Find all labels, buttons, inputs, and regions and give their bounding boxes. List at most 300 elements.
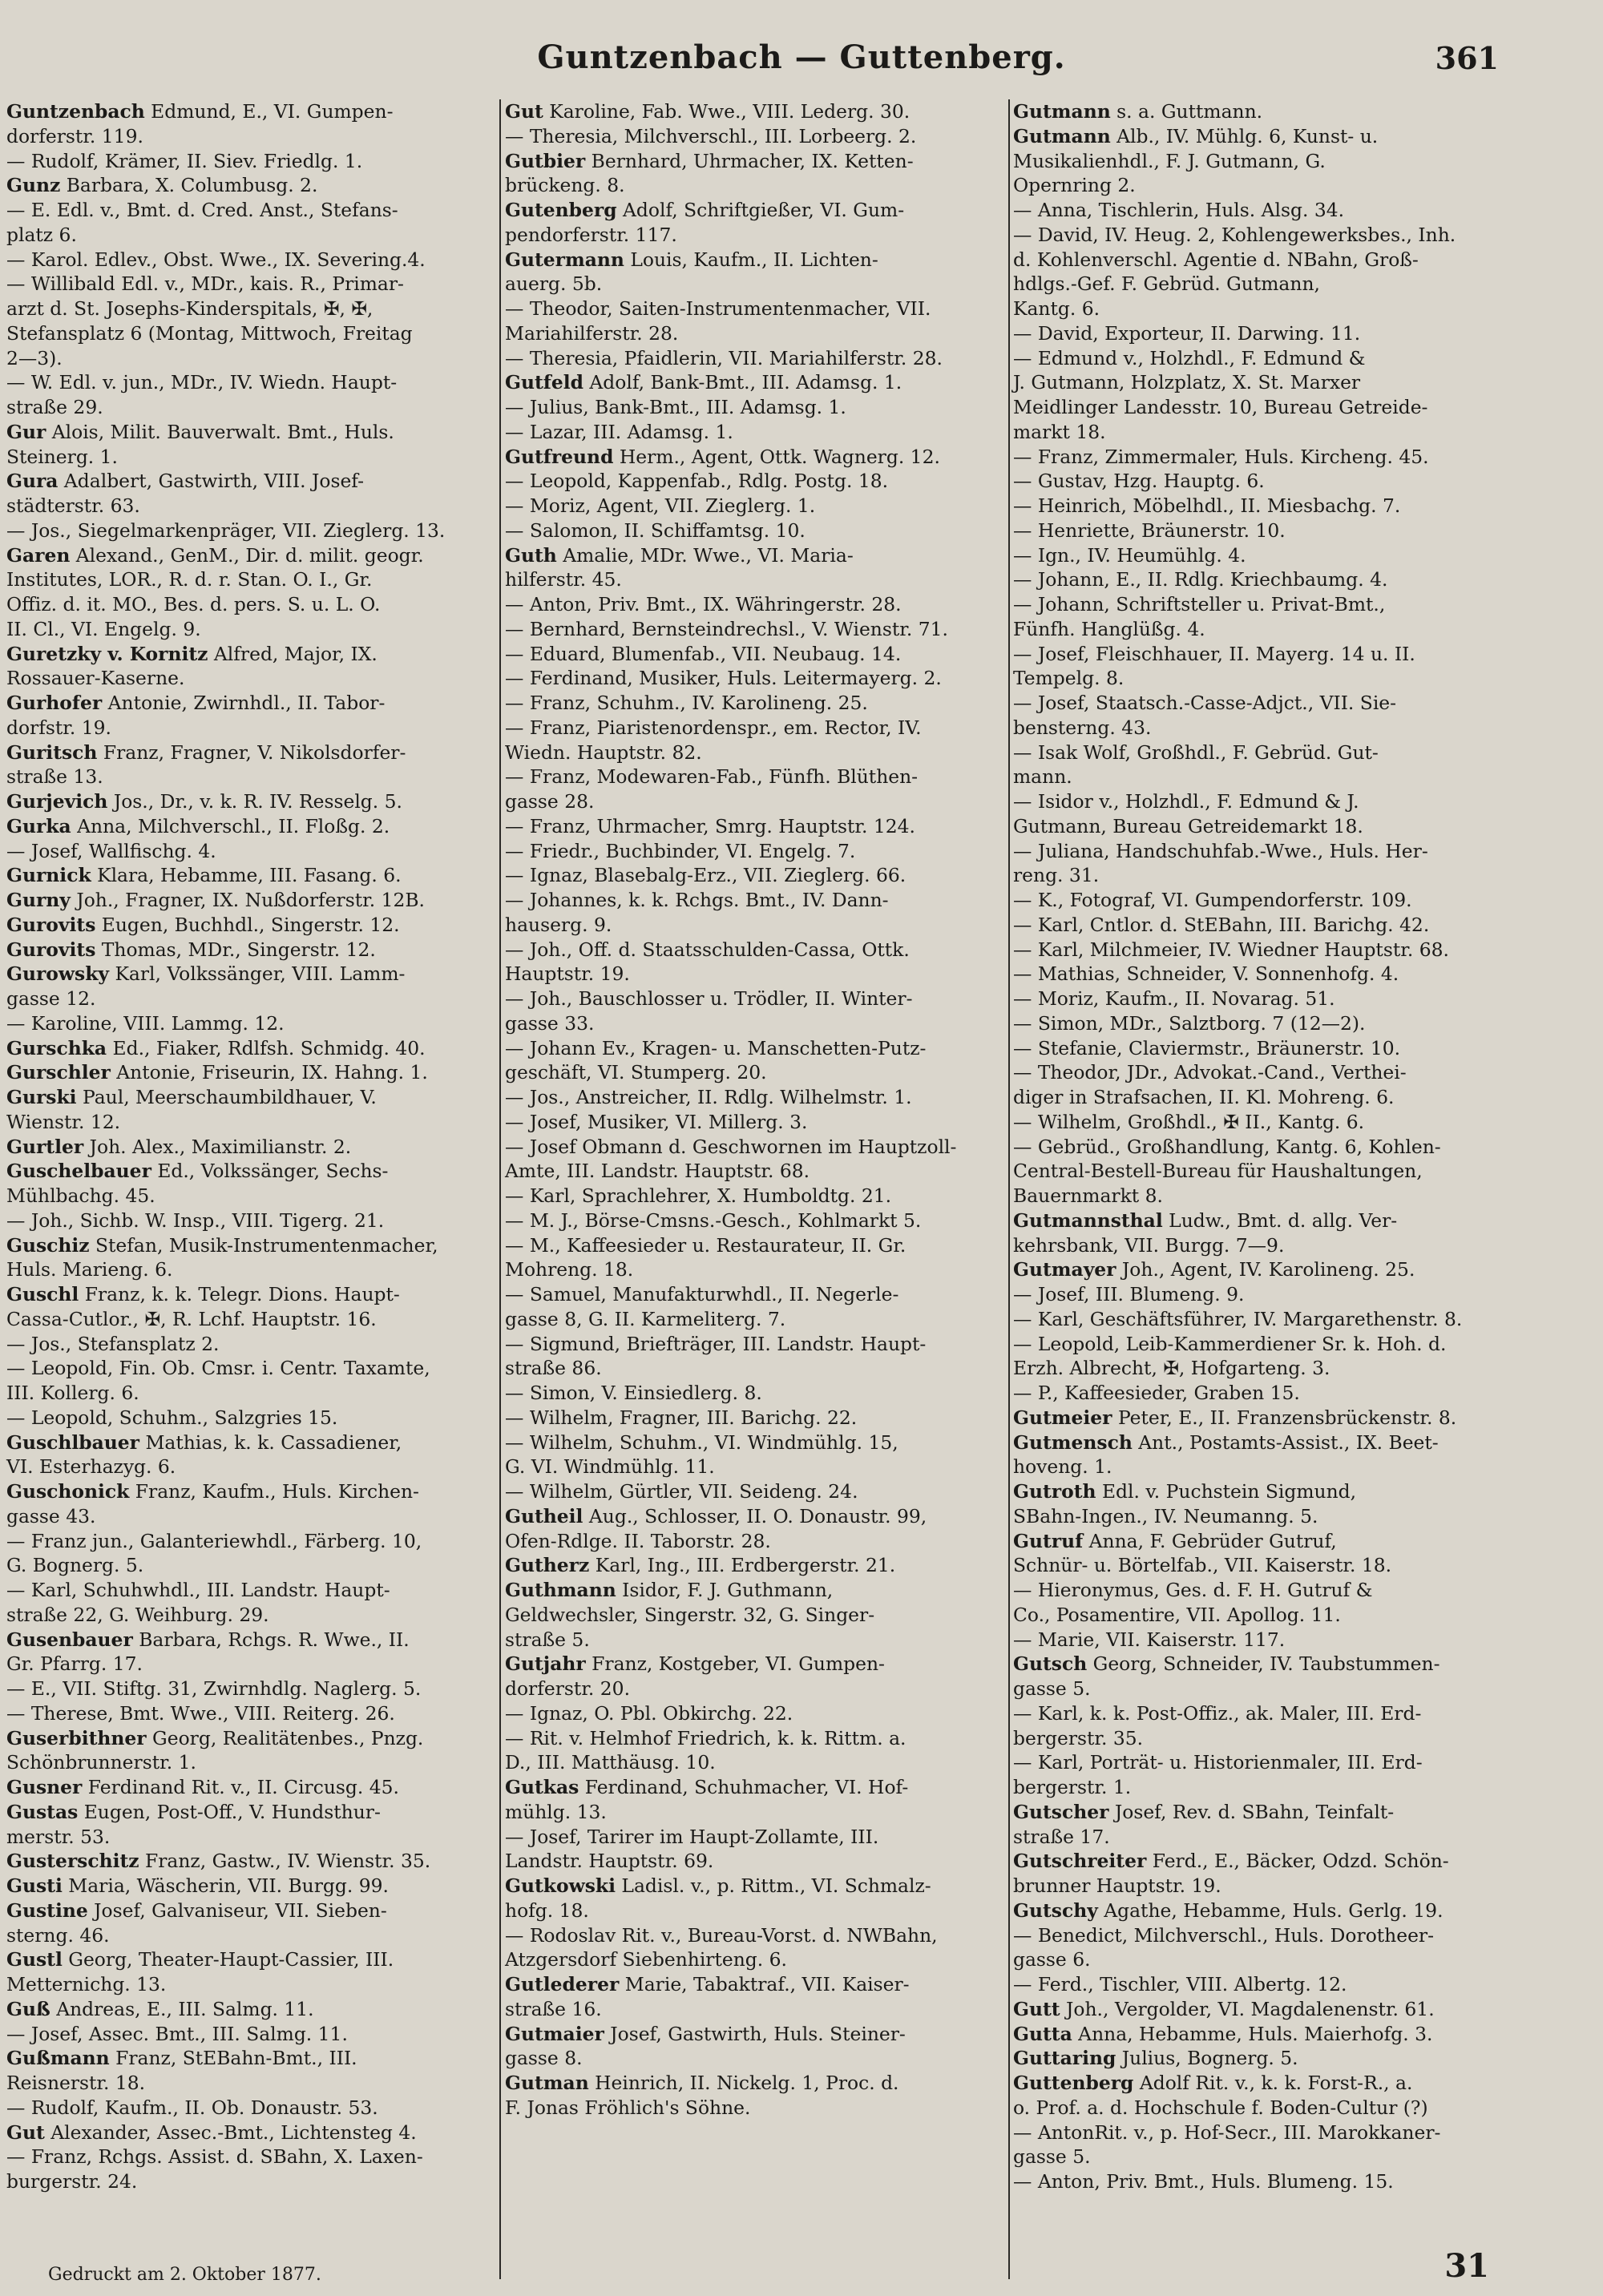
directory-line [6,346,497,371]
directory-line [505,198,1006,223]
entry-text: Antonie, Friseurin, IX. Hahng. 1. [110,1061,428,1084]
entry-text: — Josef, Musiker, VI. Millerg. 3. [505,1110,808,1133]
entry-text: brückeng. 8. [505,174,625,197]
entry-text: Mathias, k. k. Cassadiener, [139,1430,402,1454]
directory-line [1013,149,1504,174]
entry-surname: Gutman [505,2072,589,2094]
directory-line [505,592,1006,617]
entry-surname: Gusti [6,1874,63,1897]
directory-line [505,863,1006,888]
directory-line [1013,420,1504,445]
entry-text: s. a. Guttmann. [1110,100,1263,123]
directory-line [6,1603,497,1628]
directory-line [6,1800,497,1825]
entry-text: hauserg. 9. [505,913,612,936]
entry-text: Adalbert, Gastwirth, VIII. Josef- [58,470,365,493]
entry-text: Georg, Schneider, IV. Taubstummen- [1087,1652,1440,1676]
directory-line [6,1701,497,1726]
directory-line [1013,321,1504,346]
directory-line [505,765,1006,789]
entry-text: — Bernhard, Bernsteindrechsl., V. Wienstr. 71. [505,617,948,640]
directory-line [1013,370,1504,395]
entry-text: — Franz, Schuhm., IV. Karolineng. 25. [505,692,868,714]
directory-line [1013,765,1504,789]
directory-line [505,248,1006,272]
entry-surname: Gutscher [1013,1800,1109,1823]
entry-text: — M., Kaffeesieder u. Restaurateur, II. Gr. [505,1233,906,1257]
entry-text: — Anton, Priv. Bmt., IX. Währingerstr. 28. [505,593,902,615]
entry-text: — Salomon, II. Schiffamtsg. 10. [505,519,806,542]
entry-surname: Gutt [1013,1997,1060,2020]
directory-line [1013,124,1504,149]
directory-line [505,445,1006,470]
directory-line [1013,1356,1504,1381]
directory-line [505,814,1006,839]
directory-line [505,1800,1006,1825]
entry-text: G. VI. Windmühlg. 11. [505,1455,715,1479]
entry-text: straße 5. [505,1628,590,1651]
entry-surname: Gutschy [1013,1899,1098,1922]
entry-text: — David, Exporteur, II. Darwing. 11. [1013,321,1361,345]
directory-line [1013,1849,1504,1874]
directory-line [505,1578,1006,1603]
entry-surname: Gut [6,2120,45,2144]
directory-line [6,888,497,913]
directory-line [505,962,1006,987]
entry-text: — Karoline, VIII. Lammg. 12. [6,1011,285,1035]
entry-text: Tempelg. 8. [1013,667,1125,690]
entry-text: Edl. v. Puchstein Sigmund, [1096,1480,1357,1503]
directory-line [1013,2071,1504,2096]
directory-line [6,370,497,395]
directory-line [505,1036,1006,1061]
entry-text: gasse 5. [1013,2145,1091,2169]
directory-line [6,617,497,642]
directory-line [6,1923,497,1948]
entry-text: Maria, Wäscherin, VII. Burgg. 99. [62,1874,389,1897]
directory-line [505,1159,1006,1184]
directory-line [1013,1135,1504,1160]
entry-text: Eugen, Buchhdl., Singerstr. 12. [95,913,400,936]
directory-line [505,1775,1006,1800]
entry-text: — M. J., Börse-Cmsns.-Gesch., Kohlmarkt 5. [505,1209,922,1232]
directory-line [6,1775,497,1800]
directory-line [1013,2169,1504,2194]
entry-text: — Edmund v., Holzhdl., F. Edmund & [1013,346,1366,369]
directory-line [505,1504,1006,1529]
entry-text: Adolf, Bank-Bmt., III. Adamsg. 1. [583,371,902,394]
directory-line [505,1406,1006,1430]
entry-text: gasse 43. [6,1504,96,1527]
directory-line [1013,1406,1504,1430]
entry-text: — Stefanie, Claviermstr., Bräunerstr. 10. [1013,1036,1401,1059]
entry-text: Wiedn. Hauptstr. 82. [505,740,702,764]
entry-text: merstr. 53. [6,1825,111,1848]
directory-line [505,321,1006,346]
entry-text: gasse 28. [505,790,595,813]
directory-line [505,1110,1006,1135]
entry-surname: Gut [505,100,543,123]
entry-text: mann. [1013,765,1072,789]
directory-line [1013,2046,1504,2071]
directory-line [1013,716,1504,740]
entry-text: — K., Fotograf, VI. Gumpendorferstr. 109. [1013,889,1412,911]
column-divider [499,99,501,2279]
entry-text: Josef, Galvaniseur, VII. Sieben- [87,1899,387,1922]
entry-text: Hauptstr. 19. [505,962,630,986]
entry-text: Schönbrunnerstr. 1. [6,1751,196,1774]
directory-line [1013,2096,1504,2120]
entry-text: Mariahilferstr. 28. [505,321,679,345]
page-number: 361 [1435,40,1499,76]
entry-surname: Gutmann [1013,100,1111,123]
entry-text: — Leopold, Fin. Ob. Cmsr. i. Centr. Taxamte, [6,1357,430,1380]
directory-line [505,1085,1006,1110]
entry-text: Ludw., Bmt. d. allg. Ver- [1162,1209,1398,1232]
directory-line [505,1529,1006,1554]
directory-line [505,99,1006,124]
entry-text: Marie, Tabaktraf., VII. Kaiser- [619,1973,910,1995]
entry-surname: Gutmannsthal [1013,1209,1163,1232]
entry-text: — W. Edl. v. jun., MDr., IV. Wiedn. Haupt- [6,371,398,394]
directory-line [1013,592,1504,617]
entry-text: — Rodoslav Rit. v., Bureau-Vorst. d. NWBahn, [505,1923,938,1947]
directory-line [1013,1947,1504,1972]
entry-text: Franz, StEBahn-Bmt., III. [109,2047,357,2070]
directory-line [1013,1997,1504,2022]
entry-text: — Theresia, Pfaidlerin, VII. Mariahilferstr. 28. [505,346,943,369]
directory-line [505,297,1006,321]
entry-surname: Garen [6,543,71,567]
entry-text: brunner Hauptstr. 19. [1013,1874,1221,1897]
directory-line [505,938,1006,962]
directory-line [505,1060,1006,1085]
entry-surname: Gura [6,470,59,493]
entry-surname: Gusner [6,1776,83,1798]
entry-text: Heinrich, II. Nickelg. 1, Proc. d. [588,2072,899,2094]
directory-line [1013,642,1504,667]
directory-line [1013,1825,1504,1850]
entry-text: hilferstr. 45. [505,568,622,591]
directory-line [6,913,497,938]
directory-line [1013,1110,1504,1135]
entry-text: — Hieronymus, Ges. d. F. H. Gutruf & [1013,1579,1373,1601]
directory-line [6,567,497,592]
directory-line [505,124,1006,149]
entry-text: Alfred, Major, IX. [208,642,378,665]
directory-line [1013,1011,1504,1036]
entry-text: — Karl, Milchmeier, IV. Wiedner Hauptstr. 68. [1013,938,1449,961]
directory-line [1013,1036,1504,1061]
entry-surname: Gutfeld [505,371,583,394]
entry-text: — Rudolf, Kaufm., II. Ob. Donaustr. 53. [6,2096,378,2119]
entry-surname: Gutmann [1013,124,1111,147]
directory-line [505,1972,1006,1997]
entry-text: — Ign., IV. Heumühlg. 4. [1013,543,1246,567]
entry-text: — Karol. Edlev., Obst. Wwe., IX. Severing.4. [6,248,426,271]
directory-column-3 [1013,99,1504,2193]
directory-line [1013,519,1504,543]
entry-text: — Ignaz, O. Pbl. Obkirchg. 22. [505,1701,793,1725]
entry-text: o. Prof. a. d. Hochschule f. Boden-Cultur (?) [1013,2096,1428,2119]
entry-text: Ferdinand, Schuhmacher, VI. Hof- [579,1776,909,1798]
directory-line [1013,839,1504,864]
directory-line [1013,1701,1504,1726]
directory-line [1013,173,1504,198]
directory-line [1013,1874,1504,1899]
directory-line [1013,1899,1504,1923]
entry-surname: Gutkowski [505,1874,616,1897]
entry-text: gasse 33. [505,1011,595,1035]
entry-text: II. Cl., VI. Engelg. 9. [6,617,201,640]
entry-text: Karl, Volkssänger, VIII. Lamm- [109,962,406,986]
entry-text: — Mathias, Schneider, V. Sonnenhofg. 4. [1013,962,1399,986]
entry-surname: Gurny [6,889,71,911]
directory-line [6,1135,497,1160]
entry-text: diger in Strafsachen, II. Kl. Mohreng. 6. [1013,1086,1395,1108]
entry-text: dorfstr. 19. [6,716,111,739]
entry-text: Mühlbachg. 45. [6,1184,155,1207]
entry-text: gasse 8. [505,2047,583,2070]
entry-text: Metternichg. 13. [6,1973,167,1995]
directory-line [505,494,1006,519]
directory-line [6,765,497,789]
entry-text: Antonie, Zwirnhdl., II. Tabor- [102,692,386,714]
entry-text: III. Kollerg. 6. [6,1382,139,1404]
entry-surname: Guß [6,1997,50,2020]
directory-line [505,567,1006,592]
entry-text: Edmund, E., VI. Gumpen- [144,100,394,123]
entry-text: Joh., Agent, IV. Karolineng. 25. [1116,1258,1415,1281]
entry-text: d. Kohlenverschl. Agentie d. NBahn, Groß- [1013,248,1419,271]
entry-surname: Gurowsky [6,962,110,986]
entry-text: dorferstr. 119. [6,124,143,147]
directory-line [1013,346,1504,371]
directory-line [1013,888,1504,913]
entry-text: — Simon, MDr., Salztborg. 7 (12—2). [1013,1011,1366,1035]
entry-surname: Gurschler [6,1061,111,1084]
directory-line [6,321,497,346]
directory-line [1013,740,1504,765]
directory-line [6,1825,497,1850]
entry-text: Fünfh. Hanglüßg. 4. [1013,617,1205,640]
directory-line [505,149,1006,174]
entry-text: — Rudolf, Krämer, II. Siev. Friedlg. 1. [6,149,363,172]
directory-line [1013,1479,1504,1504]
directory-line [1013,99,1504,124]
directory-line [505,1603,1006,1628]
directory-line [6,789,497,814]
directory-line [6,248,497,272]
entry-text: — Johann Ev., Kragen- u. Manschetten-Putz- [505,1036,927,1059]
directory-line [6,1282,497,1307]
directory-line [6,2145,497,2169]
entry-text: Franz, k. k. Telegr. Dions. Haupt- [79,1283,400,1305]
entry-text: — Samuel, Manufakturwhdl., II. Negerle- [505,1283,899,1305]
entry-text: — Franz, Piaristenordenspr., em. Rector, IV. [505,716,922,739]
directory-line [6,1406,497,1430]
entry-text: bergerstr. 1. [1013,1776,1132,1798]
directory-line [6,1479,497,1504]
entry-surname: Guthmann [505,1579,616,1601]
entry-text: Opernring 2. [1013,174,1136,197]
entry-text: platz 6. [6,223,77,246]
entry-text: Franz, Kaufm., Huls. Kirchen- [129,1480,419,1503]
directory-line [1013,1923,1504,1948]
entry-text: — Wilhelm, Gürtler, VII. Seideng. 24. [505,1480,858,1503]
entry-text: reng. 31. [1013,864,1100,887]
entry-surname: Guschl [6,1283,79,1305]
entry-surname: Gutruf [1013,1529,1084,1552]
directory-line [1013,1455,1504,1479]
entry-surname: Gußmann [6,2047,110,2070]
directory-line [505,1997,1006,2022]
directory-line [6,1257,497,1282]
entry-surname: Gutmayer [1013,1258,1116,1281]
directory-line [1013,962,1504,987]
entry-text: Stefansplatz 6 (Montag, Mittwoch, Freitag [6,321,413,345]
entry-text: — Sigmund, Briefträger, III. Landstr. Haupt- [505,1332,927,1355]
entry-text: Mohreng. 18. [505,1258,634,1281]
entry-text: Klara, Hebamme, III. Fasang. 6. [91,864,402,887]
entry-text: Huls. Marieng. 6. [6,1258,173,1281]
directory-line [1013,1726,1504,1751]
directory-line [6,469,497,494]
directory-line [6,642,497,667]
directory-line [6,938,497,962]
directory-line [6,1849,497,1874]
directory-line [505,617,1006,642]
entry-text: Ed., Volkssänger, Sechs- [151,1160,389,1183]
directory-line [505,1899,1006,1923]
directory-line [6,2169,497,2194]
entry-text: Offiz. d. it. MO., Bes. d. pers. S. u. L. O. [6,593,381,615]
entry-text: straße 13. [6,765,103,789]
entry-text: Cassa-Cutlor., ✠, R. Lchf. Hauptstr. 16. [6,1307,377,1330]
entry-text: Peter, E., II. Franzensbrückenstr. 8. [1112,1406,1457,1429]
entry-text: — Anton, Priv. Bmt., Huls. Blumeng. 15. [1013,2170,1394,2193]
entry-text: — Joh., Sichb. W. Insp., VIII. Tigerg. 21. [6,1209,385,1232]
entry-text: — Franz, Zimmermaler, Huls. Kircheng. 45. [1013,445,1429,468]
directory-line [505,1184,1006,1209]
entry-text: Schnür- u. Börtelfab., VII. Kaiserstr. 18. [1013,1554,1392,1577]
directory-line [1013,1603,1504,1628]
entry-text: straße 29. [6,396,103,418]
entry-text: — Leopold, Schuhm., Salzgries 15. [6,1406,338,1429]
entry-text: arzt d. St. Josephs-Kinderspitals, ✠, ✠, [6,297,373,320]
directory-line [6,519,497,543]
entry-text: Adolf Rit. v., k. k. Forst-R., a. [1133,2072,1413,2094]
entry-text: — Marie, VII. Kaiserstr. 117. [1013,1628,1286,1651]
entry-text: straße 22, G. Weihburg. 29. [6,1603,269,1626]
entry-surname: Gutsch [1013,1652,1088,1676]
entry-text: — Ferdinand, Musiker, Huls. Leitermayerg. 2. [505,667,942,690]
entry-surname: Guritsch [6,740,98,764]
entry-text: Rossauer-Kaserne. [6,667,185,690]
directory-line [1013,1060,1504,1085]
directory-line [505,370,1006,395]
entry-text: — Johann, E., II. Rdlg. Kriechbaumg. 4. [1013,568,1388,591]
entry-text: Adolf, Schriftgießer, VI. Gum- [616,199,905,221]
entry-text: — Jos., Siegelmarkenpräger, VII. Zieglerg. 13. [6,519,446,542]
directory-line [6,839,497,864]
entry-text: Ladisl. v., p. Rittm., VI. Schmalz- [616,1874,931,1897]
entry-text: — Ignaz, Blasebalg-Erz., VII. Zieglerg. 66. [505,864,906,887]
entry-text: mühlg. 13. [505,1800,607,1823]
directory-line [505,2096,1006,2120]
directory-line [505,1750,1006,1775]
entry-text: — Anna, Tischlerin, Huls. Alsg. 34. [1013,199,1345,221]
entry-text: Kantg. 6. [1013,297,1100,320]
directory-line [505,346,1006,371]
entry-surname: Gurovits [6,938,96,961]
directory-line [6,1430,497,1455]
directory-line [505,173,1006,198]
entry-text: — E., VII. Stiftg. 31, Zwirnhdlg. Naglerg. 5. [6,1677,422,1700]
entry-text: städterstr. 63. [6,494,140,517]
entry-surname: Gutbier [505,149,586,172]
entry-text: — Gebrüd., Großhandlung, Kantg. 6, Kohlen- [1013,1135,1441,1158]
entry-surname: Gutfreund [505,445,614,468]
directory-line [1013,2145,1504,2169]
entry-surname: Gustl [6,1948,63,1971]
page-title: Guntzenbach — Guttenberg. [537,38,1066,76]
entry-surname: Gutroth [1013,1480,1096,1503]
directory-line [6,124,497,149]
entry-text: 2—3). [6,346,63,369]
directory-line [505,1209,1006,1233]
entry-surname: Guretzky v. Kornitz [6,642,208,665]
entry-surname: Gurka [6,814,71,837]
entry-text: bergerstr. 35. [1013,1726,1144,1749]
entry-text: — Moriz, Agent, VII. Zieglerg. 1. [505,494,816,517]
entry-text: straße 16. [505,1997,602,2020]
directory-line [6,1553,497,1578]
entry-text: — Gustav, Hzg. Hauptg. 6. [1013,470,1265,493]
directory-line [6,987,497,1011]
entry-text: Amalie, MDr. Wwe., VI. Maria- [556,543,854,567]
directory-line [1013,1159,1504,1184]
entry-text: Joh., Vergolder, VI. Magdalenenstr. 61. [1060,1997,1435,2020]
entry-surname: Gusterschitz [6,1850,139,1873]
entry-surname: Guschlbauer [6,1430,140,1454]
directory-line [1013,2022,1504,2047]
directory-line [505,1011,1006,1036]
entry-text: — Josef, Wallfischg. 4. [6,839,216,862]
directory-line [505,839,1006,864]
directory-line [6,1529,497,1554]
directory-line [505,716,1006,740]
entry-text: Ferdinand Rit. v., II. Circusg. 45. [82,1776,399,1798]
entry-text: hoveng. 1. [1013,1455,1112,1479]
entry-text: Geldwechsler, Singerstr. 32, G. Singer- [505,1603,875,1626]
entry-text: Alb., IV. Mühlg. 6, Kunst- u. [1110,124,1379,147]
directory-line [505,1825,1006,1850]
directory-line [505,1135,1006,1160]
directory-line [6,1110,497,1135]
entry-text: Anna, Hebamme, Huls. Maierhofg. 3. [1072,2022,1433,2045]
entry-text: Julius, Bognerg. 5. [1116,2047,1298,2070]
directory-line [505,420,1006,445]
entry-text: geschäft, VI. Stumperg. 20. [505,1061,767,1084]
entry-text: Andreas, E., III. Salmg. 11. [50,1997,314,2020]
entry-text: Thomas, MDr., Singerstr. 12. [95,938,376,961]
entry-text: — Karl, Geschäftsführer, IV. Margarethenstr. 8. [1013,1307,1463,1330]
directory-line [1013,691,1504,716]
directory-line [505,395,1006,420]
entry-text: — Theodor, Saiten-Instrumentenmacher, VII. [505,297,931,320]
entry-text: D., III. Matthäusg. 10. [505,1751,716,1774]
